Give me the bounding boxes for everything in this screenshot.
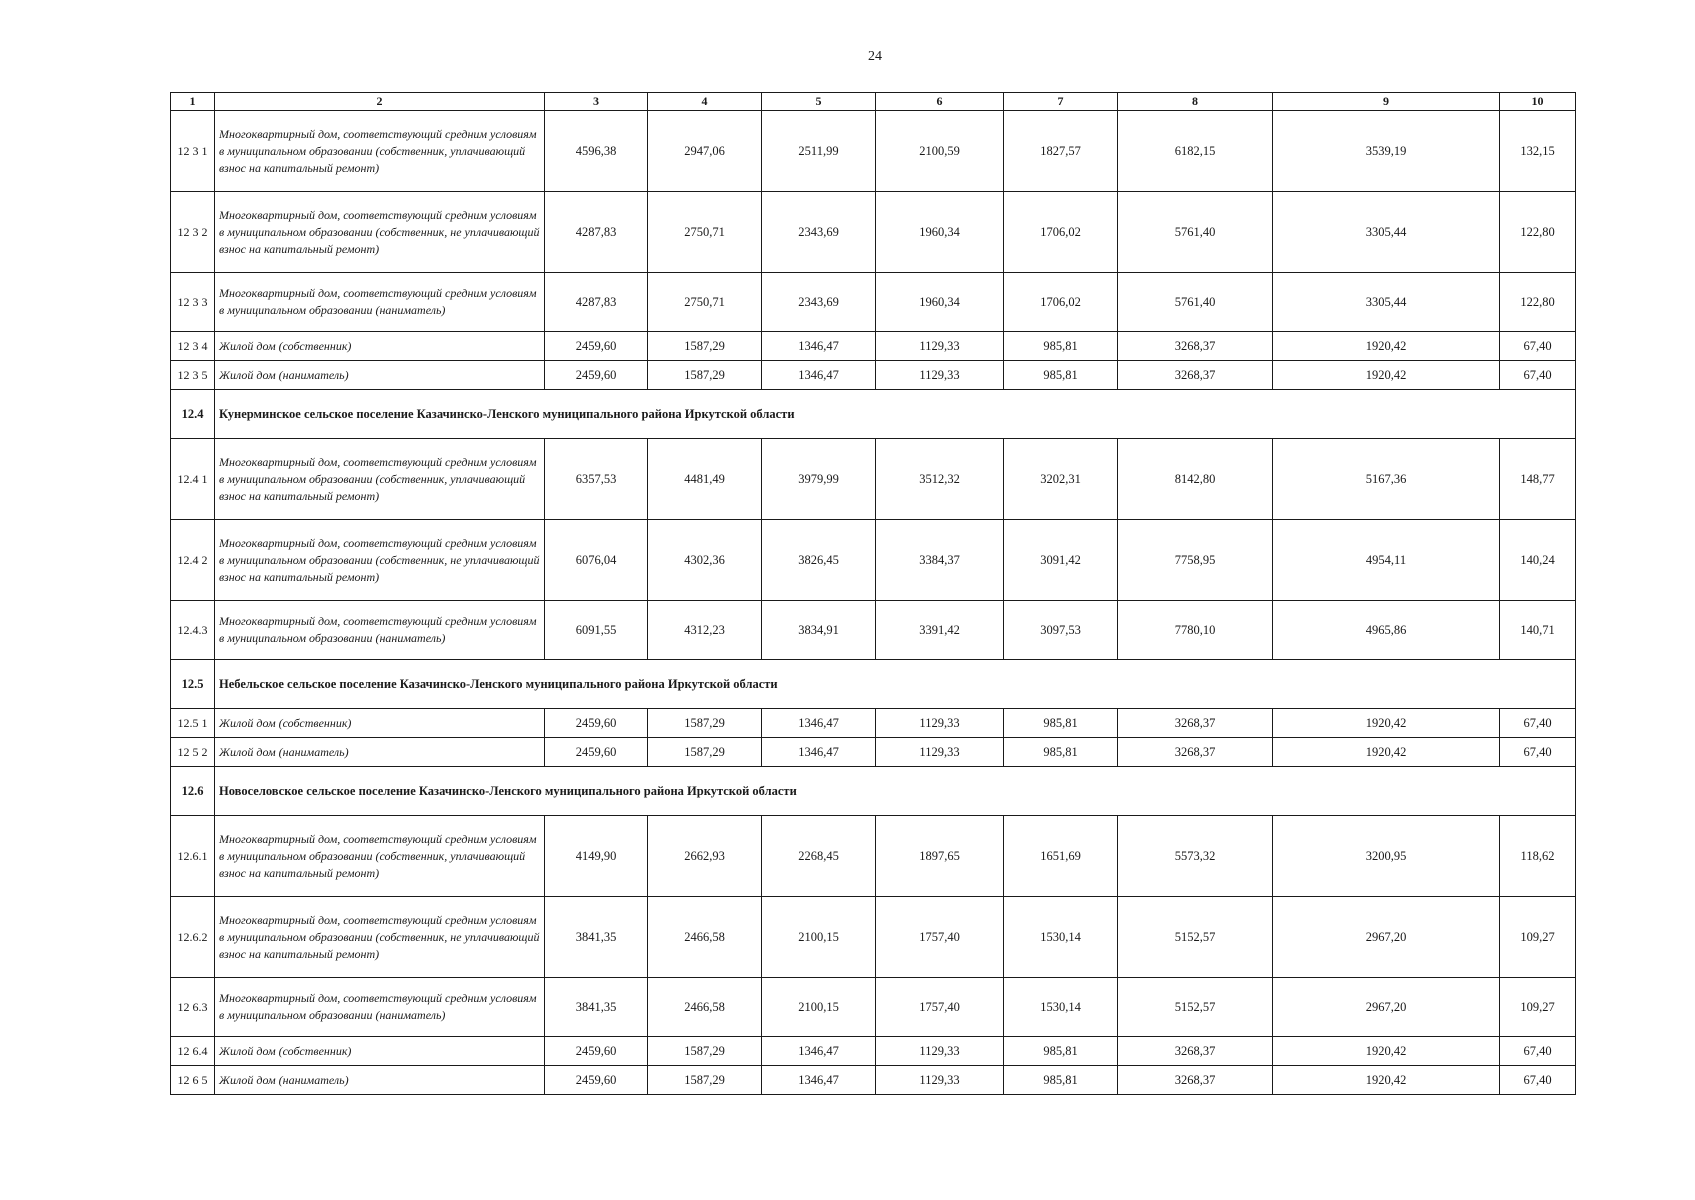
value-cell: 1587,29 bbox=[648, 361, 762, 390]
value-cell: 1757,40 bbox=[876, 897, 1004, 978]
value-cell: 1651,69 bbox=[1004, 816, 1118, 897]
table-row bbox=[171, 520, 1576, 601]
row-code: 12 6.3 bbox=[171, 978, 215, 1037]
value-cell: 2459,60 bbox=[545, 709, 648, 738]
row-code: 12.4.3 bbox=[171, 601, 215, 660]
value-cell: 3097,53 bbox=[1004, 601, 1118, 660]
value-cell: 1706,02 bbox=[1004, 273, 1118, 332]
value-cell: 1129,33 bbox=[876, 1066, 1004, 1095]
row-code: 12 3 1 bbox=[171, 111, 215, 192]
value-cell: 1346,47 bbox=[762, 1037, 876, 1066]
row-code: 12.6.2 bbox=[171, 897, 215, 978]
value-cell: 985,81 bbox=[1004, 1037, 1118, 1066]
value-cell: 4287,83 bbox=[545, 273, 648, 332]
section-row bbox=[171, 767, 1576, 816]
row-code: 12 6.4 bbox=[171, 1037, 215, 1066]
value-cell: 132,15 bbox=[1500, 111, 1576, 192]
column-number-header: 4 bbox=[648, 93, 762, 111]
value-cell: 1920,42 bbox=[1273, 332, 1500, 361]
column-number-header: 5 bbox=[762, 93, 876, 111]
value-cell: 1129,33 bbox=[876, 332, 1004, 361]
row-code: 12 3 2 bbox=[171, 192, 215, 273]
column-number-header: 9 bbox=[1273, 93, 1500, 111]
value-cell: 1346,47 bbox=[762, 1066, 876, 1095]
value-cell: 6182,15 bbox=[1118, 111, 1273, 192]
column-number-header: 1 bbox=[171, 93, 215, 111]
value-cell: 1706,02 bbox=[1004, 192, 1118, 273]
value-cell: 3841,35 bbox=[545, 897, 648, 978]
value-cell: 1346,47 bbox=[762, 738, 876, 767]
value-cell: 3268,37 bbox=[1118, 1066, 1273, 1095]
value-cell: 118,62 bbox=[1500, 816, 1576, 897]
value-cell: 3539,19 bbox=[1273, 111, 1500, 192]
value-cell: 2459,60 bbox=[545, 361, 648, 390]
value-cell: 2459,60 bbox=[545, 332, 648, 361]
value-cell: 3202,31 bbox=[1004, 439, 1118, 520]
value-cell: 3268,37 bbox=[1118, 332, 1273, 361]
value-cell: 1920,42 bbox=[1273, 1066, 1500, 1095]
row-code: 12.4 1 bbox=[171, 439, 215, 520]
value-cell: 2343,69 bbox=[762, 273, 876, 332]
value-cell: 1920,42 bbox=[1273, 738, 1500, 767]
value-cell: 3091,42 bbox=[1004, 520, 1118, 601]
value-cell: 1129,33 bbox=[876, 738, 1004, 767]
value-cell: 67,40 bbox=[1500, 709, 1576, 738]
value-cell: 2100,15 bbox=[762, 978, 876, 1037]
value-cell: 2511,99 bbox=[762, 111, 876, 192]
value-cell: 3384,37 bbox=[876, 520, 1004, 601]
value-cell: 2459,60 bbox=[545, 1037, 648, 1066]
value-cell: 1960,34 bbox=[876, 192, 1004, 273]
table-row bbox=[171, 192, 1576, 273]
value-cell: 6091,55 bbox=[545, 601, 648, 660]
value-cell: 2662,93 bbox=[648, 816, 762, 897]
value-cell: 1587,29 bbox=[648, 738, 762, 767]
value-cell: 3268,37 bbox=[1118, 1037, 1273, 1066]
value-cell: 1920,42 bbox=[1273, 361, 1500, 390]
value-cell: 1960,34 bbox=[876, 273, 1004, 332]
value-cell: 1346,47 bbox=[762, 361, 876, 390]
value-cell: 3512,32 bbox=[876, 439, 1004, 520]
row-description: Жилой дом (собственник) bbox=[215, 709, 545, 738]
value-cell: 5761,40 bbox=[1118, 273, 1273, 332]
table-row bbox=[171, 601, 1576, 660]
table-row bbox=[171, 738, 1576, 767]
value-cell: 67,40 bbox=[1500, 1037, 1576, 1066]
row-description: Жилой дом (собственник) bbox=[215, 332, 545, 361]
value-cell: 3305,44 bbox=[1273, 273, 1500, 332]
row-code: 12 3 5 bbox=[171, 361, 215, 390]
value-cell: 148,77 bbox=[1500, 439, 1576, 520]
value-cell: 109,27 bbox=[1500, 978, 1576, 1037]
value-cell: 122,80 bbox=[1500, 192, 1576, 273]
table-row bbox=[171, 978, 1576, 1037]
row-description: Многоквартирный дом, соответствующий средним условиям в муниципальном образовании (собственник, не уплачивающий взнос на капитальный ремонт) bbox=[215, 520, 545, 601]
value-cell: 1346,47 bbox=[762, 332, 876, 361]
value-cell: 1587,29 bbox=[648, 1066, 762, 1095]
value-cell: 2459,60 bbox=[545, 1066, 648, 1095]
table-row bbox=[171, 332, 1576, 361]
value-cell: 5573,32 bbox=[1118, 816, 1273, 897]
section-title: Небельское сельское поселение Казачинско-Ленского муниципального района Иркутской области bbox=[215, 660, 1576, 709]
value-cell: 4954,11 bbox=[1273, 520, 1500, 601]
section-title: Новоселовское сельское поселение Казачинско-Ленского муниципального района Иркутской области bbox=[215, 767, 1576, 816]
row-code: 12 6 5 bbox=[171, 1066, 215, 1095]
value-cell: 4965,86 bbox=[1273, 601, 1500, 660]
table-row bbox=[171, 361, 1576, 390]
row-description: Многоквартирный дом, соответствующий средним условиям в муниципальном образовании (собственник, уплачивающий взнос на капитальный ремонт) bbox=[215, 439, 545, 520]
value-cell: 5152,57 bbox=[1118, 897, 1273, 978]
column-number-header: 7 bbox=[1004, 93, 1118, 111]
value-cell: 1587,29 bbox=[648, 332, 762, 361]
value-cell: 1587,29 bbox=[648, 709, 762, 738]
row-description: Многоквартирный дом, соответствующий средним условиям в муниципальном образовании (наниматель) bbox=[215, 601, 545, 660]
value-cell: 2100,59 bbox=[876, 111, 1004, 192]
table-row bbox=[171, 1037, 1576, 1066]
value-cell: 1129,33 bbox=[876, 1037, 1004, 1066]
table-row bbox=[171, 897, 1576, 978]
value-cell: 109,27 bbox=[1500, 897, 1576, 978]
value-cell: 2947,06 bbox=[648, 111, 762, 192]
value-cell: 2967,20 bbox=[1273, 978, 1500, 1037]
value-cell: 1530,14 bbox=[1004, 978, 1118, 1037]
value-cell: 985,81 bbox=[1004, 738, 1118, 767]
value-cell: 5152,57 bbox=[1118, 978, 1273, 1037]
value-cell: 1827,57 bbox=[1004, 111, 1118, 192]
row-description: Многоквартирный дом, соответствующий средним условиям в муниципальном образовании (собственник, не уплачивающий взнос на капитальный ремонт) bbox=[215, 192, 545, 273]
value-cell: 3841,35 bbox=[545, 978, 648, 1037]
row-description: Жилой дом (собственник) bbox=[215, 1037, 545, 1066]
value-cell: 1897,65 bbox=[876, 816, 1004, 897]
value-cell: 2466,58 bbox=[648, 978, 762, 1037]
row-code: 12.5 1 bbox=[171, 709, 215, 738]
row-description: Жилой дом (наниматель) bbox=[215, 738, 545, 767]
value-cell: 6357,53 bbox=[545, 439, 648, 520]
table-row bbox=[171, 1066, 1576, 1095]
value-cell: 2466,58 bbox=[648, 897, 762, 978]
table-row bbox=[171, 439, 1576, 520]
value-cell: 5761,40 bbox=[1118, 192, 1273, 273]
value-cell: 5167,36 bbox=[1273, 439, 1500, 520]
value-cell: 985,81 bbox=[1004, 332, 1118, 361]
value-cell: 3826,45 bbox=[762, 520, 876, 601]
section-row bbox=[171, 660, 1576, 709]
table-row bbox=[171, 273, 1576, 332]
row-code: 12 3 3 bbox=[171, 273, 215, 332]
section-row bbox=[171, 390, 1576, 439]
value-cell: 985,81 bbox=[1004, 1066, 1118, 1095]
row-description: Жилой дом (наниматель) bbox=[215, 1066, 545, 1095]
value-cell: 7780,10 bbox=[1118, 601, 1273, 660]
value-cell: 3979,99 bbox=[762, 439, 876, 520]
table-row bbox=[171, 816, 1576, 897]
value-cell: 2967,20 bbox=[1273, 897, 1500, 978]
column-number-header: 8 bbox=[1118, 93, 1273, 111]
value-cell: 1346,47 bbox=[762, 709, 876, 738]
value-cell: 8142,80 bbox=[1118, 439, 1273, 520]
value-cell: 1129,33 bbox=[876, 361, 1004, 390]
row-description: Многоквартирный дом, соответствующий средним условиям в муниципальном образовании (собственник, уплачивающий взнос на капитальный ремонт) bbox=[215, 111, 545, 192]
value-cell: 67,40 bbox=[1500, 738, 1576, 767]
section-code: 12.4 bbox=[171, 390, 215, 439]
value-cell: 67,40 bbox=[1500, 332, 1576, 361]
value-cell: 4312,23 bbox=[648, 601, 762, 660]
value-cell: 3268,37 bbox=[1118, 738, 1273, 767]
value-cell: 7758,95 bbox=[1118, 520, 1273, 601]
row-description: Многоквартирный дом, соответствующий средним условиям в муниципальном образовании (наниматель) bbox=[215, 978, 545, 1037]
value-cell: 1920,42 bbox=[1273, 1037, 1500, 1066]
page-number: 24 bbox=[868, 49, 882, 64]
value-cell: 1587,29 bbox=[648, 1037, 762, 1066]
value-cell: 2100,15 bbox=[762, 897, 876, 978]
row-description: Жилой дом (наниматель) bbox=[215, 361, 545, 390]
column-number-header-row bbox=[171, 93, 1576, 111]
value-cell: 1129,33 bbox=[876, 709, 1004, 738]
section-title: Кунерминское сельское поселение Казачинско-Ленского муниципального района Иркутской области bbox=[215, 390, 1576, 439]
value-cell: 67,40 bbox=[1500, 1066, 1576, 1095]
row-code: 12 3 4 bbox=[171, 332, 215, 361]
row-description: Многоквартирный дом, соответствующий средним условиям в муниципальном образовании (собственник, уплачивающий взнос на капитальный ремонт) bbox=[215, 816, 545, 897]
value-cell: 3268,37 bbox=[1118, 361, 1273, 390]
row-description: Многоквартирный дом, соответствующий средним условиям в муниципальном образовании (наниматель) bbox=[215, 273, 545, 332]
section-code: 12.6 bbox=[171, 767, 215, 816]
column-number-header: 3 bbox=[545, 93, 648, 111]
value-cell: 985,81 bbox=[1004, 361, 1118, 390]
row-description: Многоквартирный дом, соответствующий средним условиям в муниципальном образовании (собственник, не уплачивающий взнос на капитальный ремонт) bbox=[215, 897, 545, 978]
value-cell: 3834,91 bbox=[762, 601, 876, 660]
value-cell: 1530,14 bbox=[1004, 897, 1118, 978]
row-code: 12.6.1 bbox=[171, 816, 215, 897]
value-cell: 4596,38 bbox=[545, 111, 648, 192]
value-cell: 140,71 bbox=[1500, 601, 1576, 660]
column-number-header: 2 bbox=[215, 93, 545, 111]
value-cell: 3200,95 bbox=[1273, 816, 1500, 897]
value-cell: 4302,36 bbox=[648, 520, 762, 601]
value-cell: 67,40 bbox=[1500, 361, 1576, 390]
value-cell: 2459,60 bbox=[545, 738, 648, 767]
section-code: 12.5 bbox=[171, 660, 215, 709]
value-cell: 2750,71 bbox=[648, 192, 762, 273]
table-row bbox=[171, 111, 1576, 192]
value-cell: 122,80 bbox=[1500, 273, 1576, 332]
value-cell: 140,24 bbox=[1500, 520, 1576, 601]
value-cell: 3268,37 bbox=[1118, 709, 1273, 738]
row-code: 12.4 2 bbox=[171, 520, 215, 601]
column-number-header: 6 bbox=[876, 93, 1004, 111]
table-row bbox=[171, 709, 1576, 738]
value-cell: 985,81 bbox=[1004, 709, 1118, 738]
column-number-header: 10 bbox=[1500, 93, 1576, 111]
tariff-table bbox=[170, 92, 1576, 1095]
value-cell: 4149,90 bbox=[545, 816, 648, 897]
value-cell: 2750,71 bbox=[648, 273, 762, 332]
value-cell: 4481,49 bbox=[648, 439, 762, 520]
row-code: 12 5 2 bbox=[171, 738, 215, 767]
value-cell: 2343,69 bbox=[762, 192, 876, 273]
value-cell: 3391,42 bbox=[876, 601, 1004, 660]
value-cell: 1920,42 bbox=[1273, 709, 1500, 738]
value-cell: 2268,45 bbox=[762, 816, 876, 897]
value-cell: 3305,44 bbox=[1273, 192, 1500, 273]
value-cell: 4287,83 bbox=[545, 192, 648, 273]
value-cell: 1757,40 bbox=[876, 978, 1004, 1037]
value-cell: 6076,04 bbox=[545, 520, 648, 601]
